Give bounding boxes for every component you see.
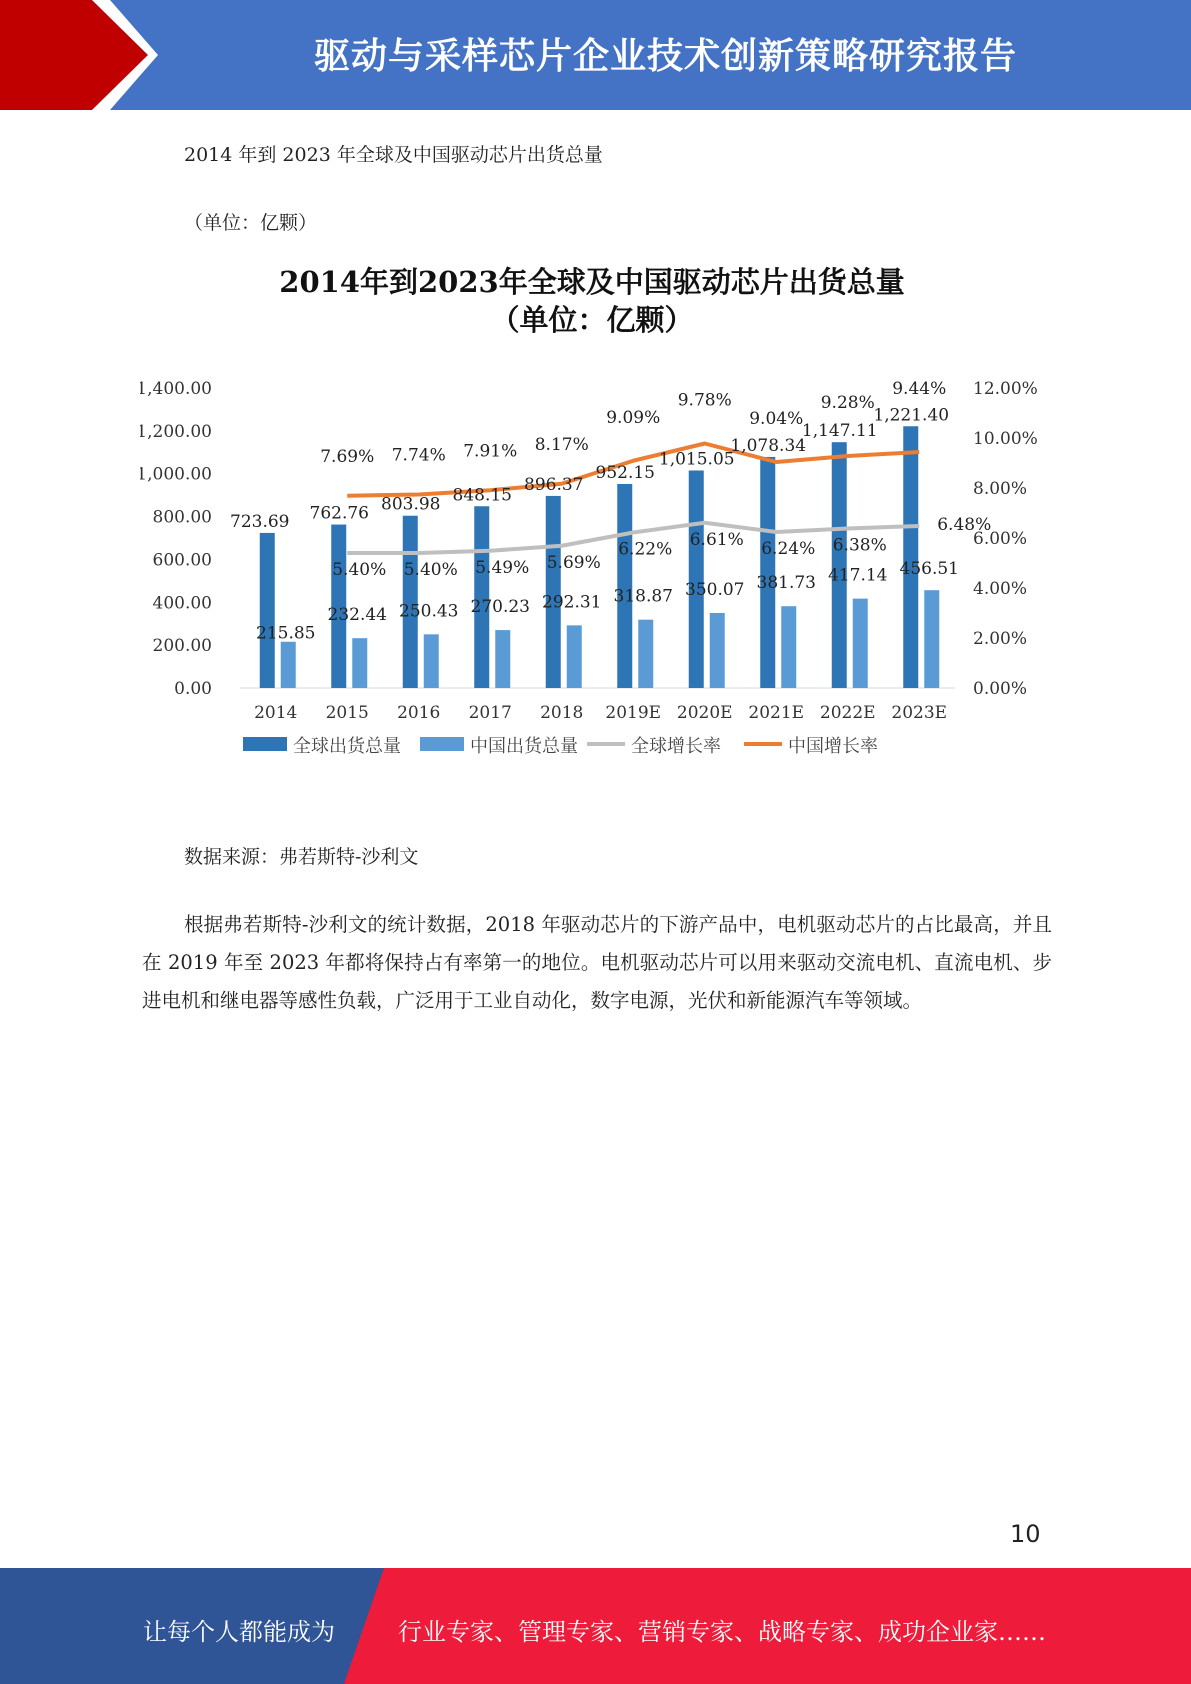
data-label-global-rate: 6.22% bbox=[618, 539, 673, 560]
chart-container bbox=[140, 262, 1040, 782]
data-label-china-rate: 9.09% bbox=[606, 407, 661, 428]
data-label-china: 318.87 bbox=[613, 586, 673, 607]
data-label-global: 952.15 bbox=[595, 462, 655, 483]
legend-swatch-bar bbox=[420, 737, 464, 751]
y2-tick-label: 6.00% bbox=[973, 529, 1028, 549]
data-label-global: 1,147.11 bbox=[801, 421, 878, 442]
legend-swatch-bar bbox=[243, 737, 287, 751]
data-label-global: 1,015.05 bbox=[658, 449, 735, 470]
x-tick-label: 2017 bbox=[468, 703, 512, 723]
data-label-global-rate: 5.49% bbox=[475, 557, 530, 578]
data-label-china-rate: 8.17% bbox=[534, 434, 589, 455]
data-label-china: 270.23 bbox=[470, 597, 530, 618]
y-tick-label: 400.00 bbox=[152, 593, 212, 614]
x-tick-label: 2022E bbox=[819, 703, 876, 723]
y-tick-label: 600.00 bbox=[152, 550, 212, 571]
y2-tick-label: 8.00% bbox=[973, 479, 1028, 499]
data-label-global-rate: 5.69% bbox=[546, 552, 601, 573]
data-label-china-rate: 9.78% bbox=[677, 390, 732, 411]
body-paragraph: 根据弗若斯特-沙利文的统计数据，2018 年驱动芯片的下游产品中，电机驱动芯片的占比最高，并且在 2019 年至 2023 年都将保持占有率第一的地位。电机驱动芯片可以用来驱动交流电机、直流电机、步进电机和继电器等感性负载，广泛用于工业自动化，数字电源，光伏和新能源汽车等领域。 bbox=[142, 913, 1052, 1012]
y-tick-label: 1,000.00 bbox=[140, 464, 212, 485]
data-label-global-rate: 5.40% bbox=[403, 560, 458, 580]
chart-unit-caption: （单位：亿颗） bbox=[184, 212, 318, 234]
data-label-global-rate: 5.40% bbox=[332, 560, 387, 580]
y-tick-label: 800.00 bbox=[152, 507, 212, 528]
bar-china bbox=[352, 638, 367, 688]
chart-svg bbox=[140, 262, 1040, 782]
y2-tick-label: 10.00% bbox=[973, 429, 1038, 449]
legend-label: 全球增长率 bbox=[631, 736, 721, 757]
chart-title: 2014年到2023年全球及中国驱动芯片出货总量 bbox=[279, 265, 905, 299]
bar-china bbox=[638, 620, 653, 688]
footer-slogan-left: 让每个人都能成为 bbox=[143, 1618, 335, 1646]
bar-global bbox=[260, 533, 275, 688]
y-tick-label: 200.00 bbox=[152, 636, 212, 657]
page-header bbox=[0, 0, 1191, 110]
data-label-china-rate: 7.91% bbox=[463, 441, 518, 462]
page-number: 10 bbox=[1010, 1520, 1041, 1548]
y-tick-label: 1,200.00 bbox=[140, 421, 212, 442]
data-label-china-rate: 9.28% bbox=[820, 393, 875, 413]
data-label-china: 417.14 bbox=[828, 565, 888, 586]
bar-china bbox=[781, 606, 796, 688]
chart-subtitle: （单位：亿颗） bbox=[490, 303, 694, 337]
data-label-global-rate: 6.48% bbox=[937, 515, 992, 535]
data-label-china: 250.43 bbox=[399, 601, 459, 622]
page-footer bbox=[0, 1568, 1191, 1684]
x-tick-label: 2019E bbox=[605, 703, 662, 723]
x-tick-label: 2023E bbox=[891, 703, 948, 723]
data-label-china: 381.73 bbox=[756, 573, 816, 594]
y2-tick-label: 2.00% bbox=[973, 629, 1028, 649]
data-label-global: 1,078.34 bbox=[730, 435, 807, 456]
legend-label: 中国出货总量 bbox=[470, 736, 578, 757]
data-label-global: 762.76 bbox=[309, 503, 369, 524]
data-label-global: 803.98 bbox=[381, 494, 441, 515]
bar-china bbox=[281, 642, 296, 688]
y2-tick-label: 4.00% bbox=[973, 579, 1028, 599]
bar-china bbox=[495, 630, 510, 688]
legend-label: 全球出货总量 bbox=[293, 736, 401, 757]
data-label-china: 456.51 bbox=[899, 559, 959, 580]
data-label-china-rate: 7.69% bbox=[320, 446, 375, 467]
data-label-global-rate: 6.24% bbox=[761, 539, 816, 559]
header-title: 驱动与采样芯片企业技术创新策略研究报告 bbox=[313, 36, 1017, 77]
x-tick-label: 2014 bbox=[254, 703, 298, 723]
legend-label: 中国增长率 bbox=[788, 736, 878, 757]
header-red-arrow bbox=[0, 0, 148, 110]
bar-china bbox=[567, 625, 582, 688]
bar-china bbox=[424, 634, 439, 688]
data-label-china-rate: 9.04% bbox=[749, 409, 804, 429]
bar-china bbox=[924, 590, 939, 688]
x-tick-label: 2020E bbox=[676, 703, 733, 723]
y-tick-label: 1,400.00 bbox=[140, 379, 212, 399]
data-label-global: 896.37 bbox=[524, 474, 584, 495]
bar-global bbox=[903, 426, 918, 688]
data-label-global-rate: 6.38% bbox=[832, 535, 887, 556]
x-tick-label: 2016 bbox=[397, 703, 441, 723]
data-label-china: 232.44 bbox=[327, 605, 387, 626]
x-tick-label: 2021E bbox=[748, 703, 805, 723]
y2-tick-label: 12.00% bbox=[973, 379, 1038, 399]
chart-caption: 2014 年到 2023 年全球及中国驱动芯片出货总量 bbox=[184, 144, 603, 166]
data-label-global: 1,221.40 bbox=[873, 405, 950, 426]
data-source: 数据来源：弗若斯特-沙利文 bbox=[184, 846, 419, 868]
data-label-global-rate: 6.61% bbox=[689, 529, 744, 550]
y2-tick-label: 0.00% bbox=[973, 679, 1028, 699]
bar-china bbox=[853, 599, 868, 688]
data-label-china-rate: 9.44% bbox=[892, 379, 947, 399]
bar-china bbox=[710, 613, 725, 688]
data-label-china: 215.85 bbox=[256, 623, 316, 644]
data-label-china: 292.31 bbox=[542, 592, 602, 613]
x-tick-label: 2018 bbox=[540, 703, 584, 723]
data-label-global: 848.15 bbox=[452, 485, 512, 506]
footer-slogan-right: 行业专家、管理专家、营销专家、战略专家、成功企业家…… bbox=[398, 1618, 1046, 1646]
data-label-china: 350.07 bbox=[685, 579, 745, 600]
data-label-global: 723.69 bbox=[230, 511, 290, 532]
y-tick-label: 0.00 bbox=[174, 679, 212, 699]
x-tick-label: 2015 bbox=[325, 703, 369, 723]
data-label-china-rate: 7.74% bbox=[391, 445, 446, 466]
